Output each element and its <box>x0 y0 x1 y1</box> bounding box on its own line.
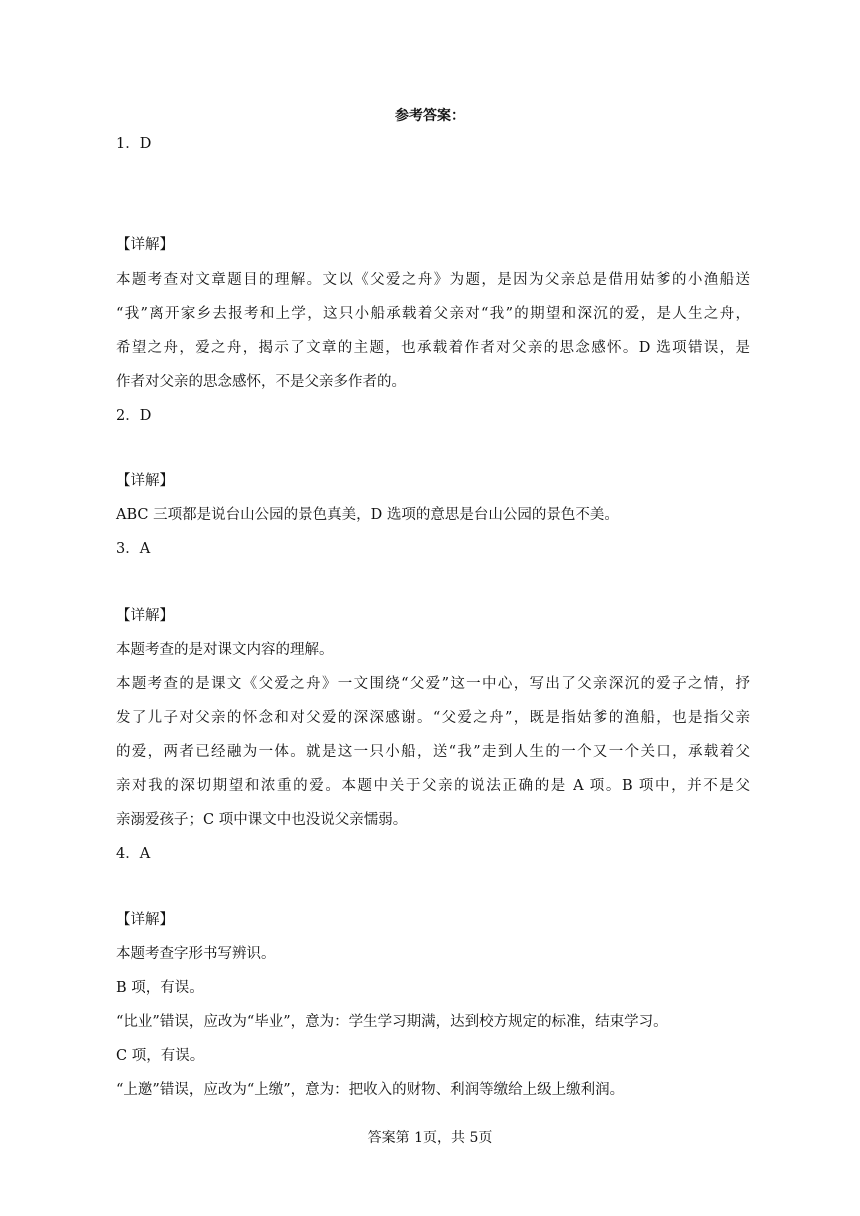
answer-3-explanation-line-6: 亲溺爱孩子；C 项中课文中也没说父亲懦弱。 <box>116 812 408 828</box>
answer-3-explanation-line-2: 本题考查的是课文《父爱之舟》一文围绕“父爱”这一中心，写出了父亲深沉的爱子之情，抒 <box>116 676 750 692</box>
answer-4-explanation-line-5: “上邀”错误，应改为“上缴”，意为：把收入的财物、利润等缴给上级上缴利润。 <box>116 1082 625 1098</box>
answer-1-detail-heading: 【详解】 <box>116 237 174 253</box>
answer-2-explanation-line-1: ABC 三项都是说台山公园的景色真美，D 选项的意思是台山公园的景色不美。 <box>116 507 619 523</box>
answer-4-explanation-line-2: B 项，有误。 <box>116 980 204 996</box>
answer-1-explanation-line-3: 希望之舟，爱之舟，揭示了文章的主题，也承载着作者对父亲的思念感怀。D 选项错误，是 <box>116 340 750 356</box>
page-title: 参考答案： <box>395 108 465 124</box>
answer-4-explanation-line-3: “比业”错误，应改为“毕业”，意为：学生学习期满，达到校方规定的标准，结束学习。 <box>116 1014 668 1030</box>
answer-3-explanation-line-3: 发了儿子对父亲的怀念和对父爱的深深感谢。“父爱之舟”，既是指姑爹的渔船，也是指父亲 <box>116 710 750 726</box>
answer-2-number: 2．D <box>116 408 152 424</box>
answer-1-number: 1．D <box>116 136 152 152</box>
answer-1-explanation-line-1: 本题考查对文章题目的理解。文以《父爱之舟》为题，是因为父亲总是借用姑爹的小渔船送 <box>116 272 750 288</box>
answer-4-detail-heading: 【详解】 <box>116 912 174 928</box>
answer-4-explanation-line-1: 本题考查字形书写辨识。 <box>116 946 276 962</box>
answer-1-explanation-line-4: 作者对父亲的思念感怀，不是父亲多作者的。 <box>116 374 406 390</box>
answer-3-detail-heading: 【详解】 <box>116 608 174 624</box>
answer-3-number: 3．A <box>116 541 151 557</box>
answer-3-explanation-line-1: 本题考查的是对课文内容的理解。 <box>116 642 334 658</box>
page-footer: 答案第 1页，共 5页 <box>367 1130 493 1146</box>
answer-3-explanation-line-5: 亲对我的深切期望和浓重的爱。本题中关于父亲的说法正确的是 A 项。B 项中，并不是父 <box>116 778 750 794</box>
answer-2-detail-heading: 【详解】 <box>116 473 174 489</box>
answer-3-explanation-line-4: 的爱，两者已经融为一体。就是这一只小船，送“我”走到人生的一个又一个关口，承载着父 <box>116 744 750 760</box>
answer-4-number: 4．A <box>116 846 151 862</box>
answer-1-explanation-line-2: “我”离开家乡去报考和上学，这只小船承载着父亲对“我”的期望和深沉的爱，是人生之舟， <box>116 306 750 322</box>
answer-4-explanation-line-4: C 项，有误。 <box>116 1048 205 1064</box>
